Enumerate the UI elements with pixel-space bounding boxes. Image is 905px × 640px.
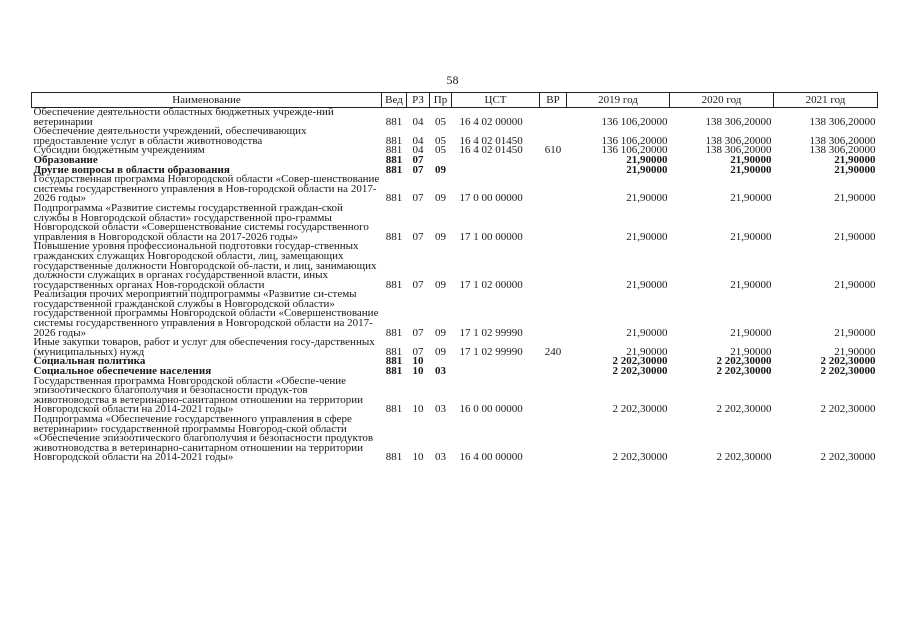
table-row	[32, 175, 878, 204]
header-name: Наименование	[32, 93, 382, 108]
cell-name: Социальная политика	[33, 355, 146, 368]
cell-cst: 17 1 02 00000	[459, 278, 523, 291]
cell-2020: 21,90000	[730, 163, 772, 176]
cell-2021: 21,90000	[834, 163, 876, 176]
cell-pr: 09	[435, 192, 446, 205]
cell-2019: 136 106,20000	[601, 115, 668, 128]
page-number: 58	[446, 73, 459, 87]
cell-2020: 21,90000	[730, 278, 772, 291]
cell-rz: 10	[412, 403, 424, 416]
cell-cst	[452, 166, 540, 176]
cell-vr	[540, 242, 567, 290]
cell-cst	[452, 156, 540, 166]
cell-vr	[540, 415, 567, 463]
header-ved: Вед	[382, 93, 407, 108]
cell-name: Подпрограмма «Обеспечение государственного управления в сфере ветеринарии» государственной программы Новгород-ской области «Обеспечение эпизоотического благополучия и безопасности продуктов животноводства в ветеринарно-санитарном отношении на территории Новгородской области на 2014-2021 годы»	[33, 413, 374, 464]
cell-rz: 07	[412, 230, 424, 243]
cell-rz: 07	[412, 345, 424, 358]
header-2020: 2020 год	[670, 93, 774, 108]
cell-pr: 05	[435, 115, 446, 128]
cell-pr: 03	[435, 365, 446, 378]
cell-pr: 03	[435, 403, 446, 416]
cell-name: Повышение уровня профессиональной подготовки государ-ственных гражданских служащих Новгородской области, лиц, замещающих государственные должности Новгородской об-ласти, и лиц, занимающих должности служащих в органах государственной власти, иных государственных органах Нов-городской области	[33, 240, 377, 291]
cell-pr: 09	[435, 326, 446, 339]
cell-cst: 16 0 00 00000	[459, 403, 523, 416]
cell-ved: 881	[385, 365, 403, 378]
cell-pr: 09	[435, 345, 446, 358]
cell-2021: 21,90000	[834, 345, 876, 358]
cell-pr: 09	[435, 278, 446, 291]
cell-cst: 16 4 02 01450	[459, 134, 523, 147]
cell-2020: 2 202,30000	[716, 451, 772, 464]
header-2019: 2019 год	[567, 93, 670, 108]
cell-name: Государственная программа Новгородской области «Совер-шенствование системы государственного управления в Нов-городской области на 2017-2026 годы»	[33, 173, 380, 205]
cell-vr	[540, 166, 567, 176]
cell-vr	[540, 357, 567, 367]
header-cst: ЦСТ	[452, 93, 540, 108]
cell-2020: 2 202,30000	[716, 403, 772, 416]
cell-2021: 138 306,20000	[809, 144, 876, 157]
table-body	[32, 108, 878, 463]
cell-2021: 2 202,30000	[820, 403, 876, 416]
cell-ved: 881	[385, 451, 403, 464]
cell-2020: 138 306,20000	[705, 144, 772, 157]
cell-2021: 21,90000	[834, 230, 876, 243]
cell-2020: 138 306,20000	[705, 134, 772, 147]
cell-ved: 881	[385, 115, 403, 128]
cell-vr: 240	[544, 345, 562, 358]
cell-vr	[540, 377, 567, 415]
cell-pr: 05	[435, 134, 446, 147]
cell-2020: 21,90000	[730, 345, 772, 358]
cell-2021: 21,90000	[834, 278, 876, 291]
cell-2021: 21,90000	[834, 326, 876, 339]
cell-2021: 2 202,30000	[820, 355, 876, 368]
cell-ved: 881	[385, 403, 403, 416]
cell-rz: 07	[412, 163, 424, 176]
cell-2019: 136 106,20000	[601, 144, 668, 157]
cell-cst: 17 0 00 00000	[459, 192, 523, 205]
cell-ved: 881	[385, 278, 403, 291]
cell-2019: 2 202,30000	[612, 355, 668, 368]
cell-rz: 07	[412, 326, 424, 339]
cell-pr: 09	[435, 230, 446, 243]
cell-pr: 05	[435, 144, 446, 157]
cell-2019: 2 202,30000	[612, 451, 668, 464]
table-row	[32, 204, 878, 242]
cell-cst: 17 1 00 00000	[459, 230, 523, 243]
cell-ved: 881	[385, 163, 403, 176]
cell-rz: 10	[412, 355, 424, 368]
cell-2019: 21,90000	[626, 345, 668, 358]
cell-cst: 16 4 02 01450	[459, 144, 523, 157]
cell-name: Обеспечение деятельности учреждений, обеспечивающих предоставление услуг в области животноводства	[33, 125, 307, 147]
cell-2021: 2 202,30000	[820, 451, 876, 464]
cell-name: Подпрограмма «Развитие системы государственной граждан-ской службы в Новгородской области» государственной про-граммы Новгородской области «Совершенствование системы государственного управления в Новгородской области на 2017-2026 годы»	[33, 201, 369, 243]
cell-2020: 21,90000	[730, 326, 772, 339]
cell-rz: 04	[412, 134, 424, 147]
table-row	[32, 415, 878, 463]
cell-rz: 04	[412, 115, 424, 128]
cell-name: Реализация прочих мероприятий подпрограммы «Развитие си-стемы государственной гражданской службы в Новгородской области» государственной программы Новгородской области «Совершенствование системы государственного управления в Новгородской области на 2017-2026 годы»	[33, 288, 379, 339]
cell-2021: 138 306,20000	[809, 134, 876, 147]
cell-name: Иные закупки товаров, работ и услуг для обеспечения госу-дарственных (муниципальных) нужд	[33, 336, 375, 358]
cell-2020: 138 306,20000	[705, 115, 772, 128]
cell-2020: 21,90000	[730, 230, 772, 243]
cell-cst: 17 1 02 99990	[459, 345, 523, 358]
cell-ved: 881	[385, 326, 403, 339]
cell-name: Государственная программа Новгородской области «Обеспе-чение эпизоотического благополучия и безопасности продук-тов животноводства в ветеринарно-санитарном отношении на территории Новгородской области на 2014-2021 годы»	[33, 374, 364, 416]
cell-vr	[540, 108, 567, 128]
cell-name: Образование	[33, 153, 98, 166]
cell-vr	[540, 156, 567, 166]
cell-cst: 16 4 02 00000	[459, 115, 523, 128]
table-row	[32, 377, 878, 415]
cell-2020: 21,90000	[730, 153, 772, 166]
budget-table	[31, 92, 878, 463]
cell-2019: 21,90000	[626, 192, 668, 205]
header-rz: РЗ	[407, 93, 430, 108]
cell-ved: 881	[385, 134, 403, 147]
cell-rz: 10	[412, 365, 424, 378]
cell-ved: 881	[385, 345, 403, 358]
header-pr: Пр	[430, 93, 452, 108]
cell-rz: 07	[412, 192, 424, 205]
cell-2020: 2 202,30000	[716, 355, 772, 368]
cell-pr: 03	[435, 451, 446, 464]
cell-rz: 07	[412, 153, 424, 166]
header-2021: 2021 год	[774, 93, 878, 108]
cell-cst	[452, 367, 540, 377]
table-row	[32, 290, 878, 338]
cell-2019: 21,90000	[626, 153, 668, 166]
cell-2020: 2 202,30000	[716, 365, 772, 378]
cell-2019: 21,90000	[626, 163, 668, 176]
cell-2021: 2 202,30000	[820, 365, 876, 378]
cell-ved: 881	[385, 153, 403, 166]
cell-cst: 17 1 02 99990	[459, 326, 523, 339]
cell-cst: 16 4 00 00000	[459, 451, 523, 464]
cell-rz: 10	[412, 451, 424, 464]
cell-pr: 09	[435, 163, 446, 176]
cell-vr	[540, 290, 567, 338]
cell-2019: 2 202,30000	[612, 403, 668, 416]
cell-2021: 138 306,20000	[809, 115, 876, 128]
cell-vr	[540, 175, 567, 204]
cell-vr	[540, 204, 567, 242]
cell-vr: 610	[544, 144, 562, 157]
cell-2019: 21,90000	[626, 326, 668, 339]
cell-rz: 07	[412, 278, 424, 291]
cell-ved: 881	[385, 144, 403, 157]
cell-ved: 881	[385, 230, 403, 243]
cell-vr	[540, 367, 567, 377]
cell-ved: 881	[385, 355, 403, 368]
table-row	[32, 242, 878, 290]
cell-2019: 21,90000	[626, 278, 668, 291]
cell-2021: 21,90000	[834, 192, 876, 205]
header-vr: ВР	[540, 93, 567, 108]
cell-2019: 136 106,20000	[601, 134, 668, 147]
cell-rz: 04	[412, 144, 424, 157]
cell-name: Обеспечение деятельности областных бюджетных учрежде-ний ветеринарии	[33, 106, 334, 128]
cell-cst	[452, 357, 540, 367]
cell-ved: 881	[385, 192, 403, 205]
cell-2019: 21,90000	[626, 230, 668, 243]
cell-2021: 21,90000	[834, 153, 876, 166]
cell-name: Другие вопросы в области образования	[33, 163, 230, 176]
cell-2020: 21,90000	[730, 192, 772, 205]
cell-name: Субсидии бюджетным учреждениям	[33, 144, 205, 157]
cell-name: Социальное обеспечение населения	[33, 365, 212, 378]
cell-2019: 2 202,30000	[612, 365, 668, 378]
